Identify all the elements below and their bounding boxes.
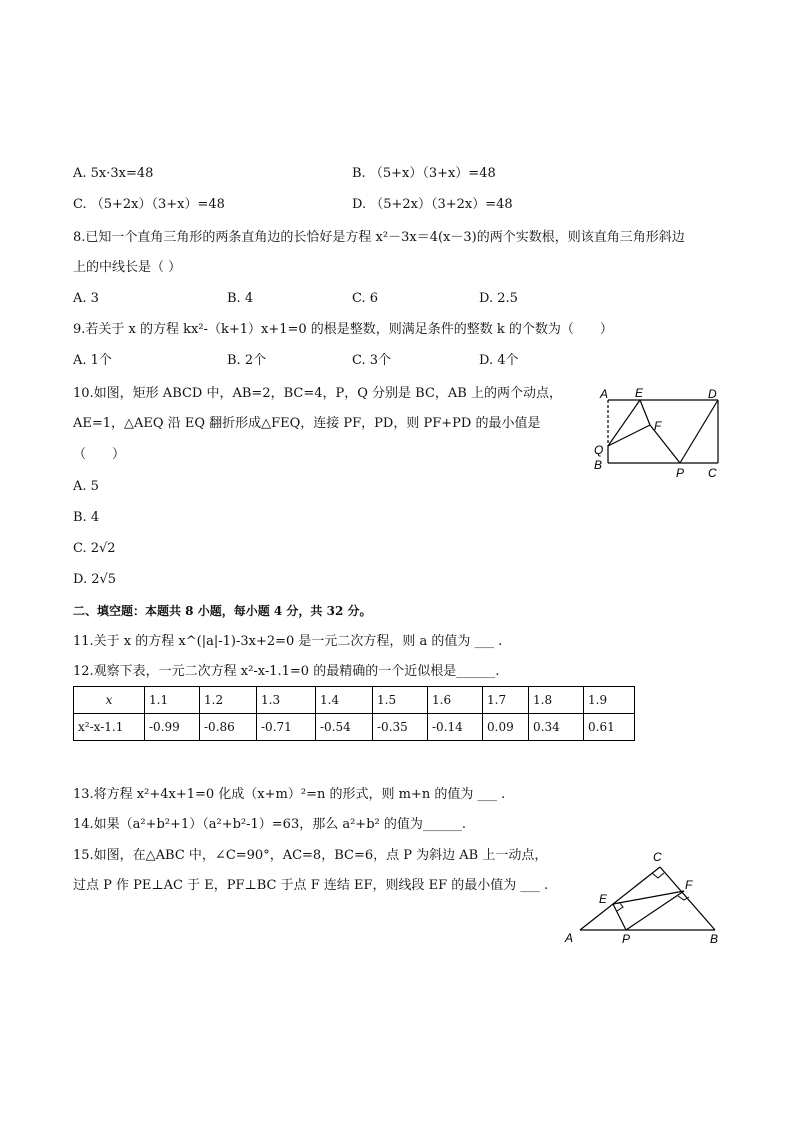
q9-option-d: D. 4个: [479, 353, 519, 368]
table-cell: 0.09: [483, 714, 529, 741]
label-f: F: [685, 878, 693, 892]
label-a: A: [565, 931, 574, 945]
q8-option-a: A. 3: [73, 291, 99, 306]
q9-option-a: A. 1个: [73, 353, 112, 368]
label-e: E: [635, 386, 644, 400]
table-cell: 1.5: [373, 687, 428, 714]
q10-option-d: D. 2√5: [73, 572, 117, 587]
table-cell: 1.2: [200, 687, 257, 714]
table-cell: 1.4: [316, 687, 373, 714]
q12-table: [73, 686, 635, 741]
q11-stem: 11.关于 x 的方程 x^(|a|-1)-3x+2=0 是一元二次方程，则 a 的值为 ___ .: [73, 634, 503, 649]
table-row: [74, 687, 635, 714]
table-cell: 1.3: [257, 687, 316, 714]
q8-option-b: B. 4: [227, 291, 254, 306]
table-cell: -0.99: [145, 714, 200, 741]
q10-figure-rectangle: [588, 382, 728, 482]
q10-option-c: C. 2√2: [73, 541, 116, 556]
label-p: P: [676, 466, 685, 480]
q14-stem: 14.如果（a²+b²+1）（a²+b²-1）=63，那么 a²+b² 的值为______.: [73, 817, 466, 832]
q15-stem-line2: 过点 P 作 PE⊥AC 于 E，PF⊥BC 于点 F 连结 EF，则线段 EF 的最小值为 ___ .: [73, 878, 549, 893]
label-c: C: [708, 466, 717, 480]
table-cell: -0.35: [373, 714, 428, 741]
table-cell: x²-x-1.1: [74, 714, 145, 741]
table-cell: -0.14: [428, 714, 483, 741]
table-cell: 1.6: [428, 687, 483, 714]
label-p: P: [622, 932, 631, 946]
q15-figure-triangle: [560, 845, 730, 950]
q10-stem-line1: 10.如图，矩形 ABCD 中，AB=2，BC=4，P，Q 分别是 BC，AB 上的两个动点，: [73, 386, 562, 401]
q10-stem-line3: （ ）: [73, 447, 126, 462]
label-a: A: [600, 387, 609, 401]
table-cell: 1.1: [145, 687, 200, 714]
q10-stem-line2: AE=1，△AEQ 沿 EQ 翻折形成△FEQ，连接 PF，PD，则 PF+PD 的最小值是: [73, 416, 541, 431]
q9-stem: 9.若关于 x 的方程 kx²-（k+1）x+1=0 的根是整数，则满足条件的整数 k 的个数为（ ）: [73, 322, 613, 337]
table-cell: 0.34: [529, 714, 584, 741]
label-b: B: [594, 458, 603, 472]
q7-option-b: B. （5+x）（3+x）=48: [352, 166, 496, 181]
q7-option-c: C. （5+2x）（3+x）=48: [73, 197, 225, 212]
label-c: C: [653, 850, 662, 864]
table-cell: -0.86: [200, 714, 257, 741]
q7-option-a: A. 5x·3x=48: [73, 166, 154, 181]
label-q: Q: [594, 443, 604, 457]
label-f: F: [654, 419, 662, 433]
table-cell: -0.54: [316, 714, 373, 741]
q9-option-c: C. 3个: [352, 353, 392, 368]
q7-option-d: D. （5+2x）（3+2x）=48: [352, 197, 513, 212]
label-b: B: [710, 932, 719, 946]
q8-option-d: D. 2.5: [479, 291, 518, 306]
q10-option-a: A. 5: [73, 479, 99, 494]
table-cell: 1.7: [483, 687, 529, 714]
table-cell: 1.8: [529, 687, 584, 714]
q8-option-c: C. 6: [352, 291, 379, 306]
table-cell: 0.61: [584, 714, 635, 741]
section-2-title: 二、填空题：本题共 8 小题，每小题 4 分，共 32 分。: [73, 604, 372, 618]
table-cell: -0.71: [257, 714, 316, 741]
q8-stem-line1: 8.已知一个直角三角形的两条直角边的长恰好是方程 x²－3x＝4(x－3)的两个实数根，则该直角三角形斜边: [73, 230, 685, 245]
label-d: D: [708, 387, 717, 401]
table-cell: x: [74, 687, 145, 714]
q15-stem-line1: 15.如图，在△ABC 中，∠C=90°，AC=8，BC=6，点 P 为斜边 AB 上一动点，: [73, 848, 548, 863]
q9-option-b: B. 2个: [227, 353, 267, 368]
table-cell: 1.9: [584, 687, 635, 714]
q8-stem-line2: 上的中线长是（ ）: [73, 260, 182, 275]
q10-option-b: B. 4: [73, 510, 100, 525]
label-e: E: [599, 892, 608, 906]
table-row: [74, 714, 635, 741]
q13-stem: 13.将方程 x²+4x+1=0 化成（x+m）²=n 的形式，则 m+n 的值为 ___ .: [73, 787, 506, 802]
q12-stem: 12.观察下表，一元二次方程 x²-x-1.1=0 的最精确的一个近似根是______.: [73, 664, 500, 679]
